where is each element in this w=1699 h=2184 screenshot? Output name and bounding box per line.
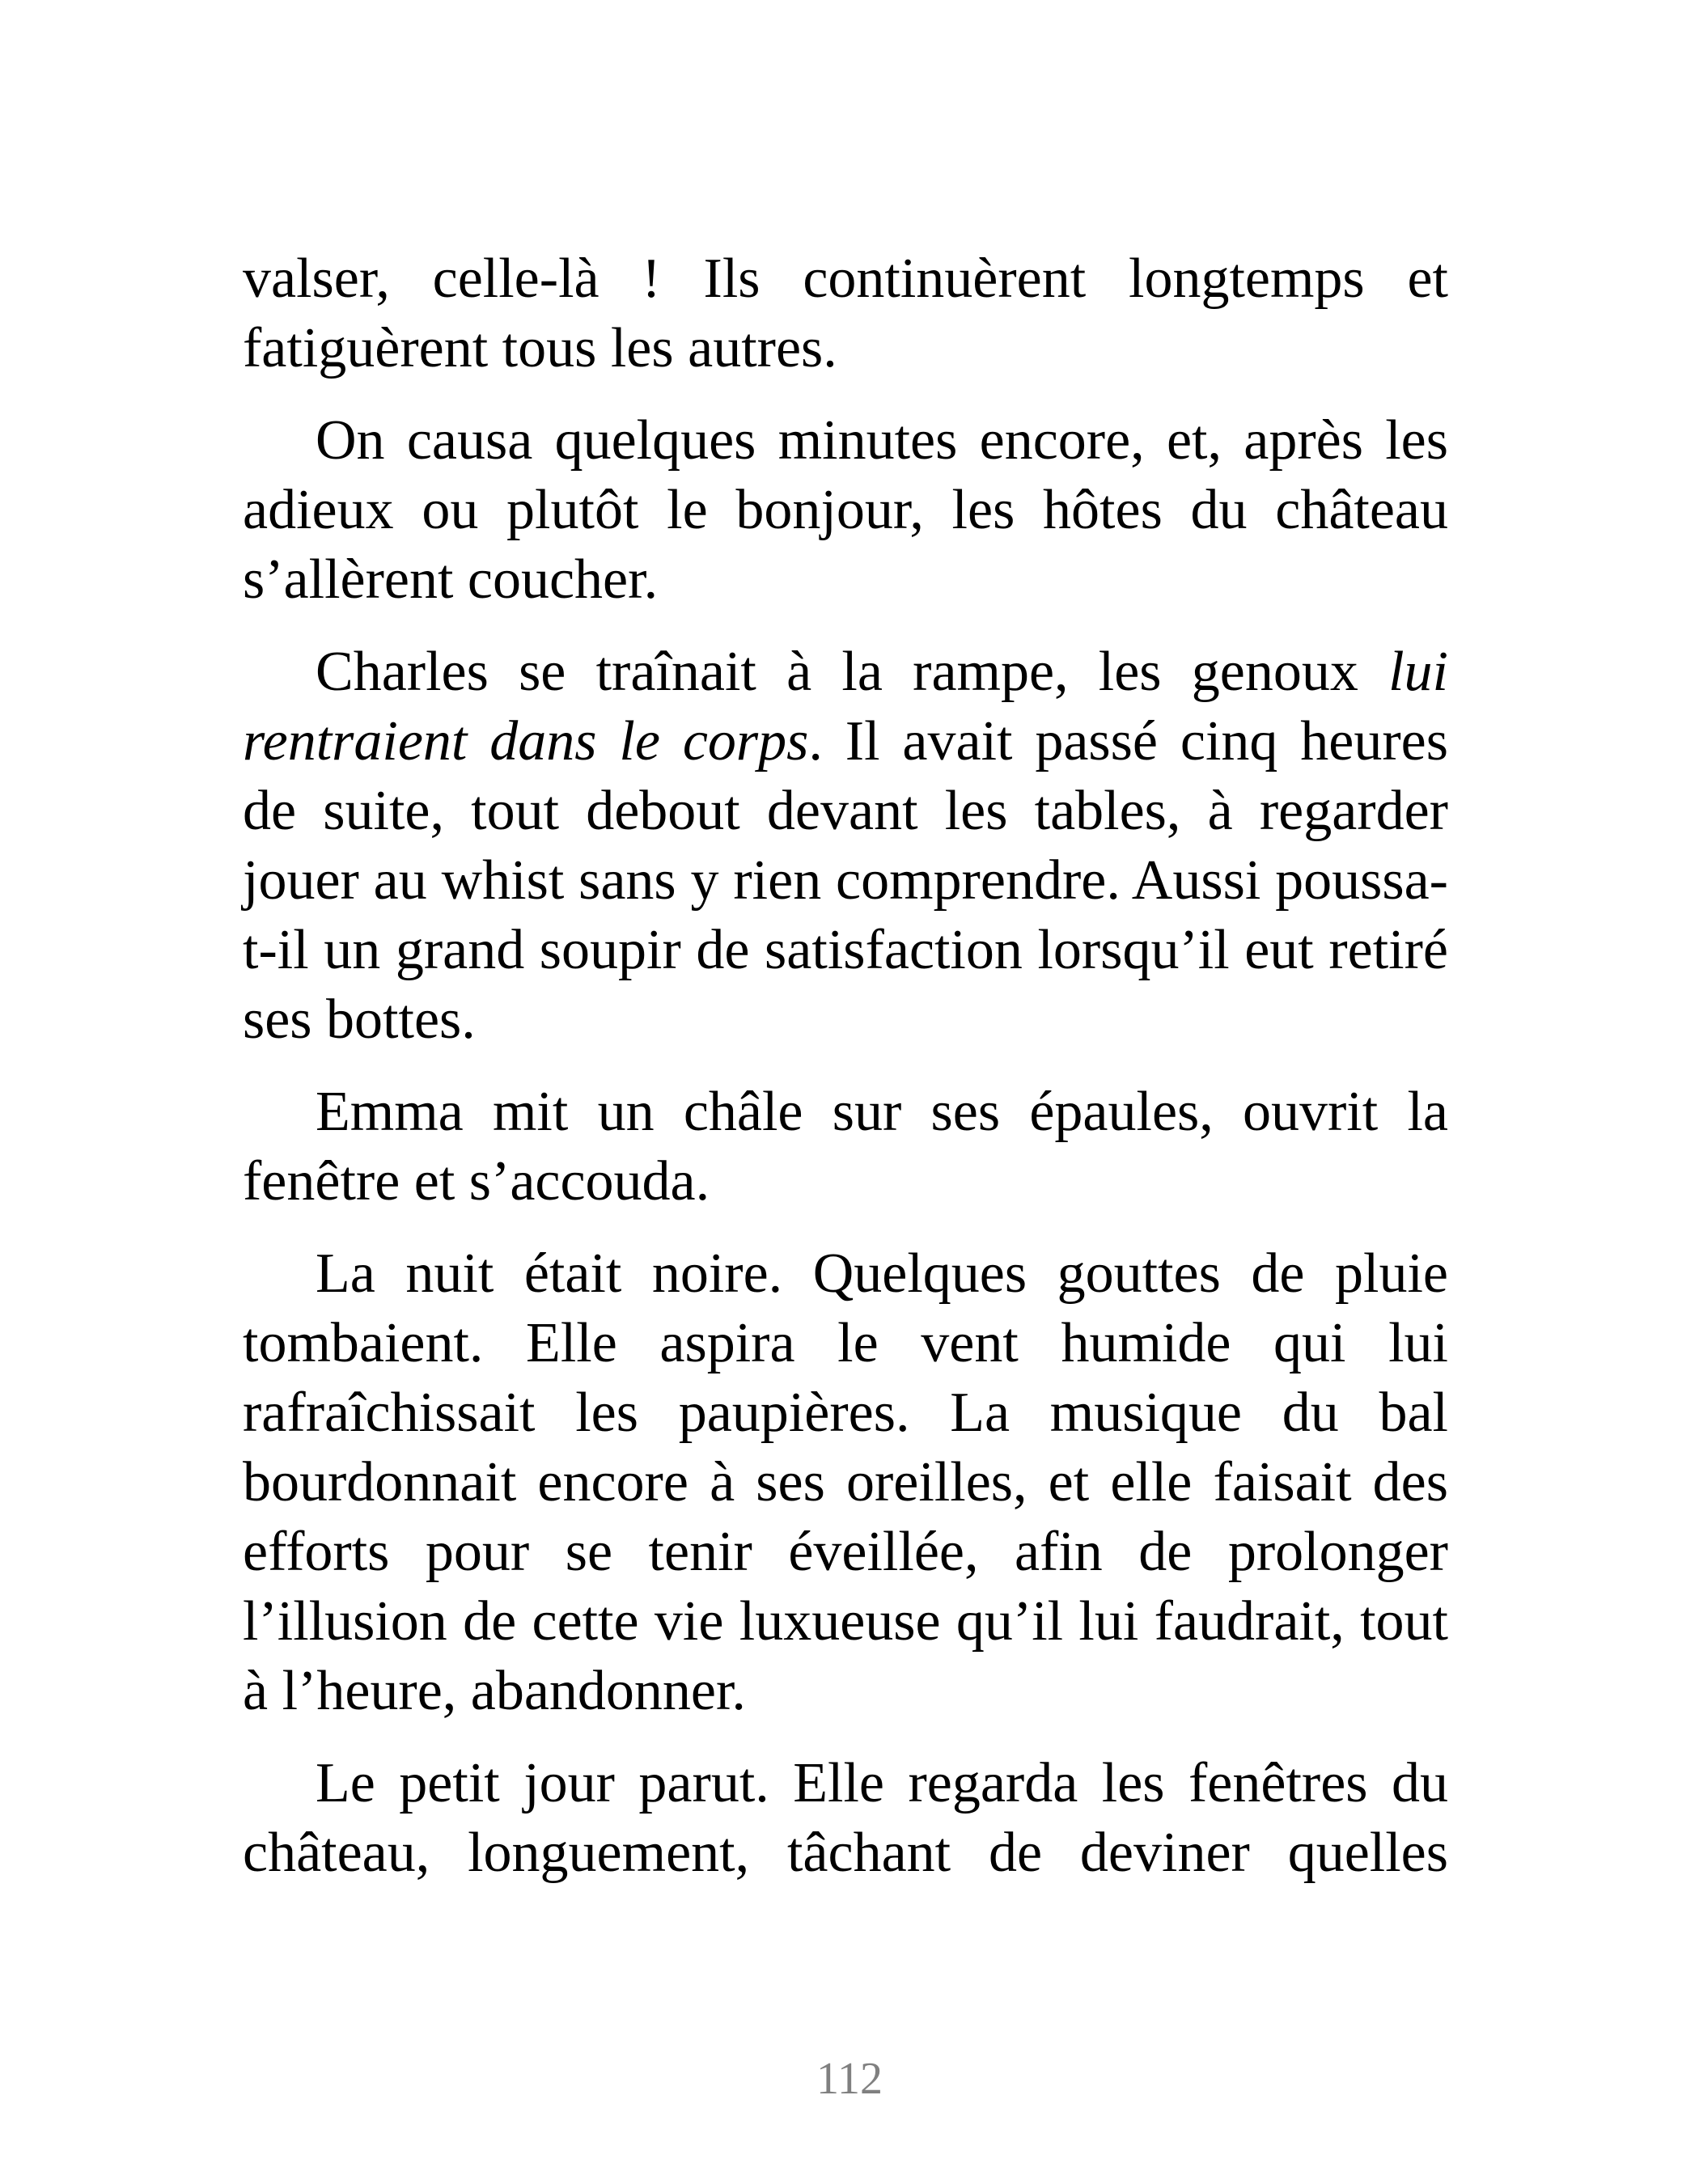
paragraph: [243, 1077, 1448, 1217]
paragraph: [243, 637, 1448, 1055]
paragraph: [243, 244, 1448, 383]
italic-text-segment: lui rentraient dans le corps: [243, 641, 1448, 772]
page-text: [243, 244, 1448, 1888]
text-segment: Emma mit un châle sur ses épaules, ouvrit la fenêtre et s’accouda.: [243, 1081, 1448, 1213]
page-number: 112: [816, 2054, 883, 2104]
text-segment: Le petit jour parut. Elle regarda les fenêtres du château, longuement, tâchant de deviner quelles: [243, 1752, 1448, 1884]
text-segment: Charles se traînait à la rampe, les genoux: [316, 641, 1389, 703]
text-segment: . Il avait passé cinq heures de suite, tout debout devant les tables, à regarder jouer au whist sans y rien comprendre. Aussi poussa-t-il un grand soupir de satisfaction lorsqu’il eut retiré ses bottes.: [243, 710, 1448, 1051]
paragraph: [243, 406, 1448, 615]
text-segment: La nuit était noire. Quelques gouttes de pluie tombaient. Elle aspira le vent humide qui lui rafraîchissait les paupières. La musique du bal bourdonnait encore à ses oreilles, et elle faisait des efforts pour se tenir éveillée, afin de prolonger l’illusion de cette vie luxueuse qu’il lui faudrait, tout à l’heure, abandonner.: [243, 1242, 1448, 1722]
text-segment: On causa quelques minutes encore, et, après les adieux ou plutôt le bonjour, les hôtes du château s’allèrent coucher.: [243, 409, 1448, 611]
paragraph: [243, 1239, 1448, 1726]
text-segment: valser, celle-là ! Ils continuèrent longtemps et fatiguèrent tous les autres.: [243, 248, 1448, 379]
paragraph: [243, 1749, 1448, 1888]
